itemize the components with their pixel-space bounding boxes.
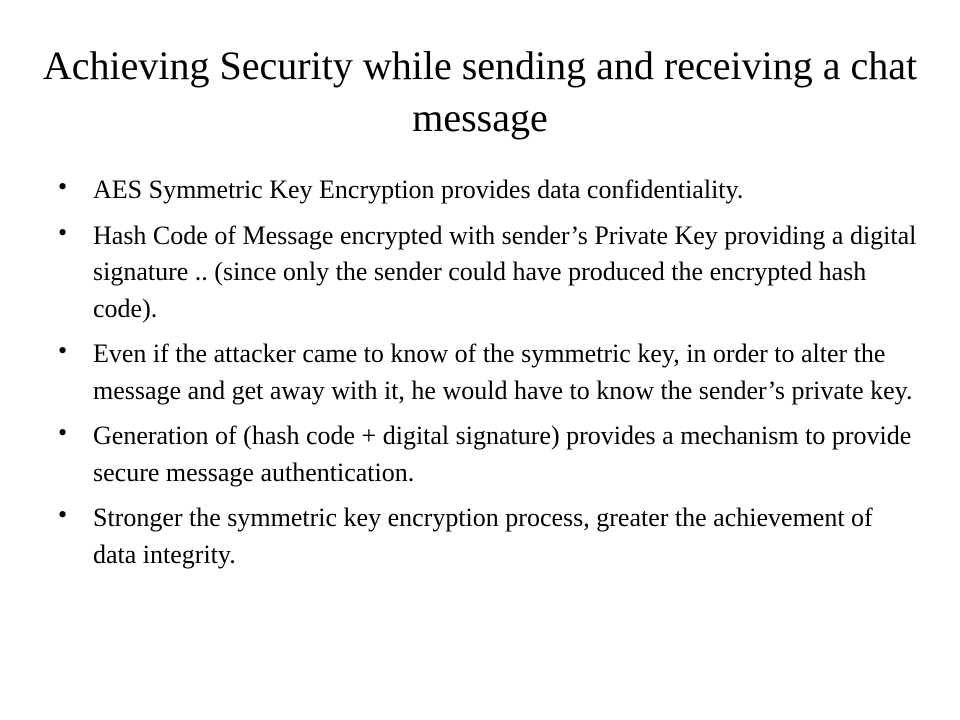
bullet-text: Stronger the symmetric key encryption process, greater the achievement of data integrity. bbox=[93, 503, 873, 569]
bullet-point-icon: • bbox=[58, 336, 68, 365]
bullet-point-icon: • bbox=[58, 500, 68, 529]
bullet-text: Hash Code of Message encrypted with sender’s Private Key providing a digital signature .. (since only the sender could have produced the encrypted hash code). bbox=[93, 220, 917, 323]
bullet-list bbox=[58, 172, 918, 582]
bullet-item bbox=[58, 500, 918, 573]
bullet-text: AES Symmetric Key Encryption provides data confidentiality. bbox=[93, 175, 744, 204]
slide-title: Achieving Security while sending and receiving a chat message bbox=[42, 43, 918, 140]
bullet-point-icon: • bbox=[58, 172, 68, 201]
bullet-item bbox=[58, 336, 918, 409]
bullet-item bbox=[58, 218, 918, 328]
bullet-point-icon: • bbox=[58, 418, 68, 447]
bullet-text: Generation of (hash code + digital signature) provides a mechanism to provide secure message authentication. bbox=[93, 421, 912, 487]
bullet-text: Even if the attacker came to know of the symmetric key, in order to alter the message and get away with it, he would have to know the sender’s private key. bbox=[93, 339, 913, 405]
bullet-item bbox=[58, 172, 918, 209]
bullet-item bbox=[58, 418, 918, 491]
bullet-point-icon: • bbox=[58, 217, 68, 247]
